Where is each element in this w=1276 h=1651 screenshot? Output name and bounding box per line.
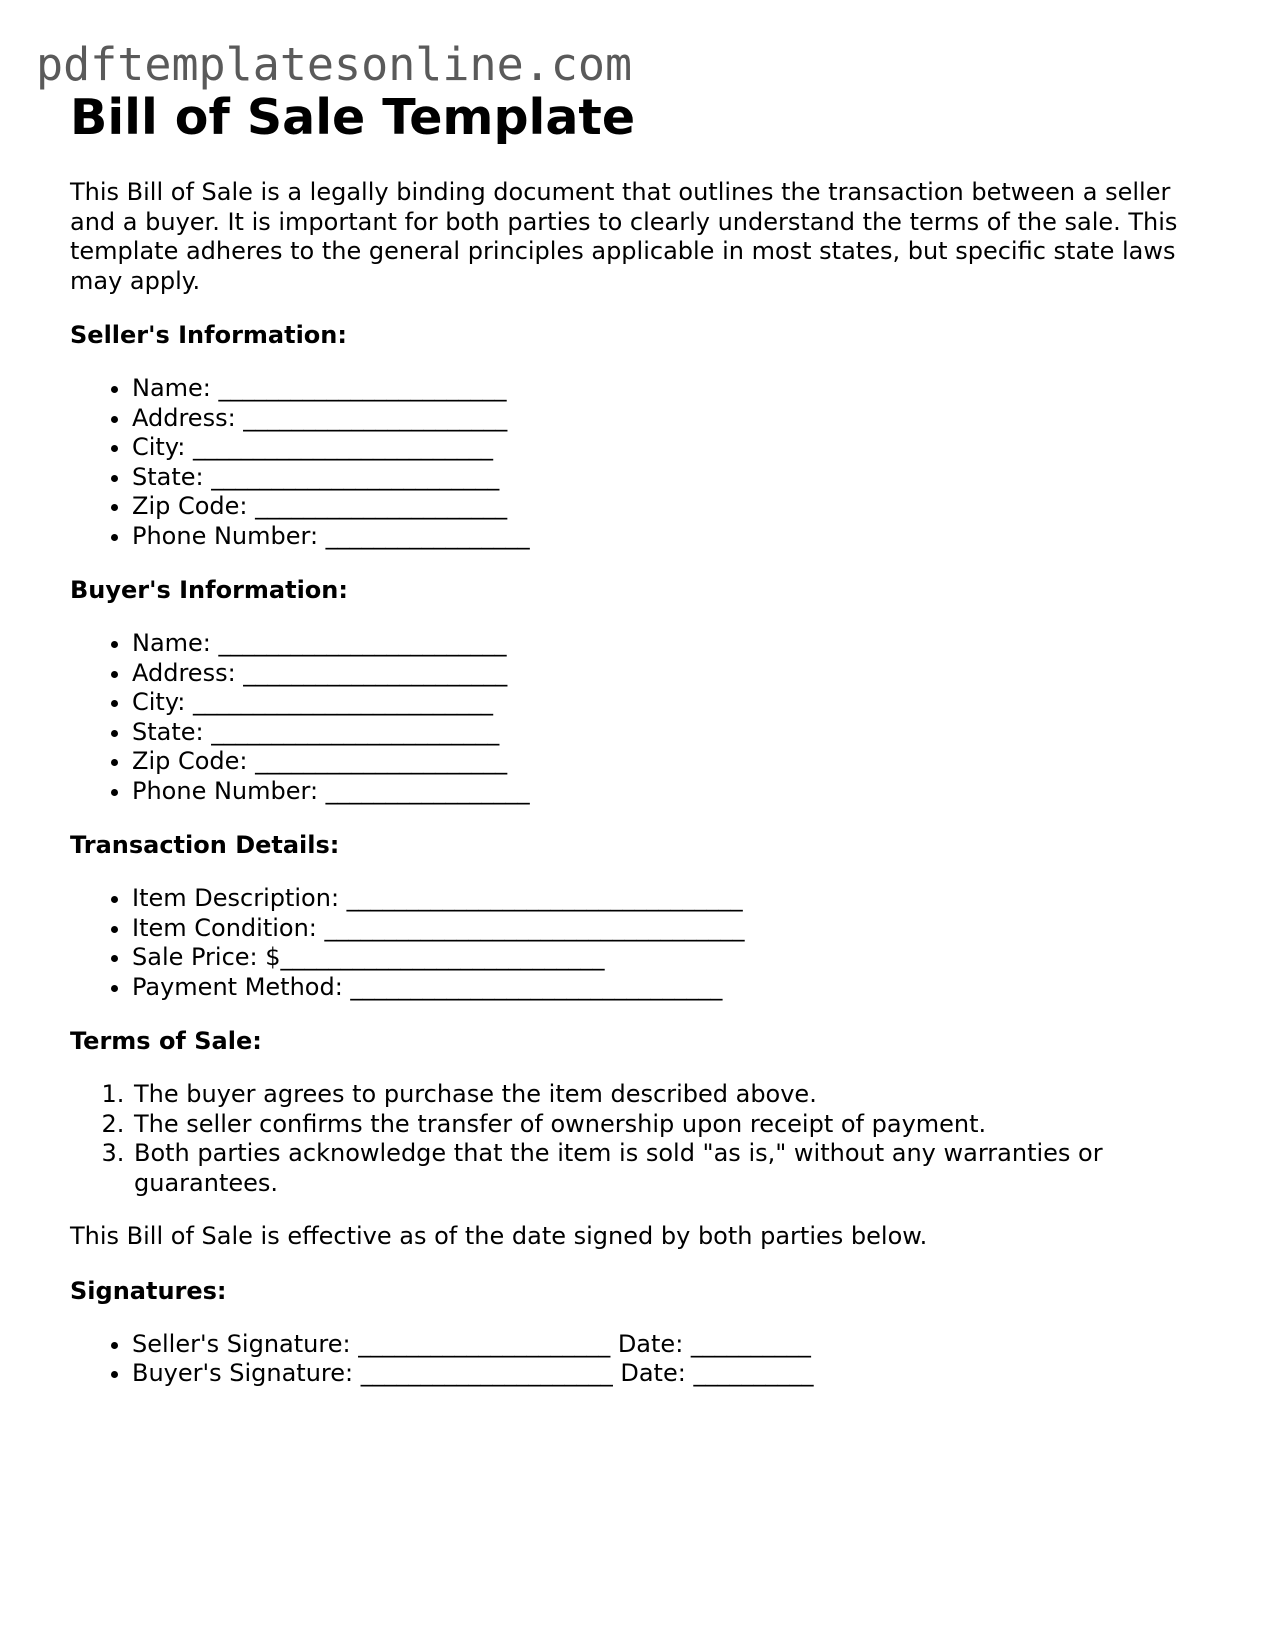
buyer-zip-field: • Zip Code: _____________________ bbox=[132, 747, 1220, 777]
seller-zip-field: • Zip Code: _____________________ bbox=[132, 492, 1220, 522]
terms-heading: Terms of Sale: bbox=[70, 1027, 262, 1055]
seller-phone-field: • Phone Number: _________________ bbox=[132, 522, 1220, 552]
term-item: 3. Both parties acknowledge that the item is sold "as is," without any warranties or guarantees. bbox=[132, 1139, 1220, 1198]
intro-paragraph: This Bill of Sale is a legally binding document that outlines the transaction between a seller and a buyer. It is important for both parties to clearly understand the terms of the sale. This template adheres to the general principles applicable in most states, but specific state laws may apply. bbox=[70, 178, 1178, 295]
page-title: Bill of Sale Template bbox=[70, 89, 636, 146]
seller-signature-field: • Seller's Signature: _____________________ Date: __________ bbox=[132, 1330, 1220, 1360]
transaction-heading: Transaction Details: bbox=[70, 831, 340, 859]
buyer-heading: Buyer's Information: bbox=[70, 576, 348, 604]
seller-state-field: • State: ________________________ bbox=[132, 463, 1220, 493]
item-description-field: • Item Description: _________________________________ bbox=[132, 884, 1220, 914]
signatures-heading: Signatures: bbox=[70, 1276, 227, 1305]
buyer-fields-list bbox=[70, 629, 1220, 806]
buyer-address-field: • Address: ______________________ bbox=[132, 659, 1220, 689]
document-page bbox=[70, 86, 1220, 1389]
buyer-phone-field: • Phone Number: _________________ bbox=[132, 777, 1220, 807]
watermark: pdftemplatesonline.com bbox=[36, 38, 633, 91]
term-item: 1. The buyer agrees to purchase the item described above. bbox=[132, 1080, 1220, 1110]
sale-price-field: • Sale Price: $___________________________ bbox=[132, 943, 1220, 973]
signatures-list bbox=[70, 1330, 1220, 1389]
term-item: 2. The seller confirms the transfer of ownership upon receipt of payment. bbox=[132, 1110, 1220, 1140]
buyer-signature-field: • Buyer's Signature: _____________________ Date: __________ bbox=[132, 1359, 1220, 1389]
seller-name-field: • Name: ________________________ bbox=[132, 374, 1220, 404]
seller-address-field: • Address: ______________________ bbox=[132, 404, 1220, 434]
buyer-name-field: • Name: ________________________ bbox=[132, 629, 1220, 659]
buyer-state-field: • State: ________________________ bbox=[132, 718, 1220, 748]
buyer-city-field: • City: _________________________ bbox=[132, 688, 1220, 718]
terms-list bbox=[70, 1080, 1220, 1198]
payment-method-field: • Payment Method: _______________________________ bbox=[132, 973, 1220, 1003]
transaction-fields-list bbox=[70, 884, 1220, 1002]
seller-heading: Seller's Information: bbox=[70, 321, 347, 349]
item-condition-field: • Item Condition: ___________________________________ bbox=[132, 914, 1220, 944]
effective-statement: This Bill of Sale is effective as of the date signed by both parties below. bbox=[70, 1222, 928, 1250]
seller-city-field: • City: _________________________ bbox=[132, 433, 1220, 463]
seller-fields-list bbox=[70, 374, 1220, 551]
